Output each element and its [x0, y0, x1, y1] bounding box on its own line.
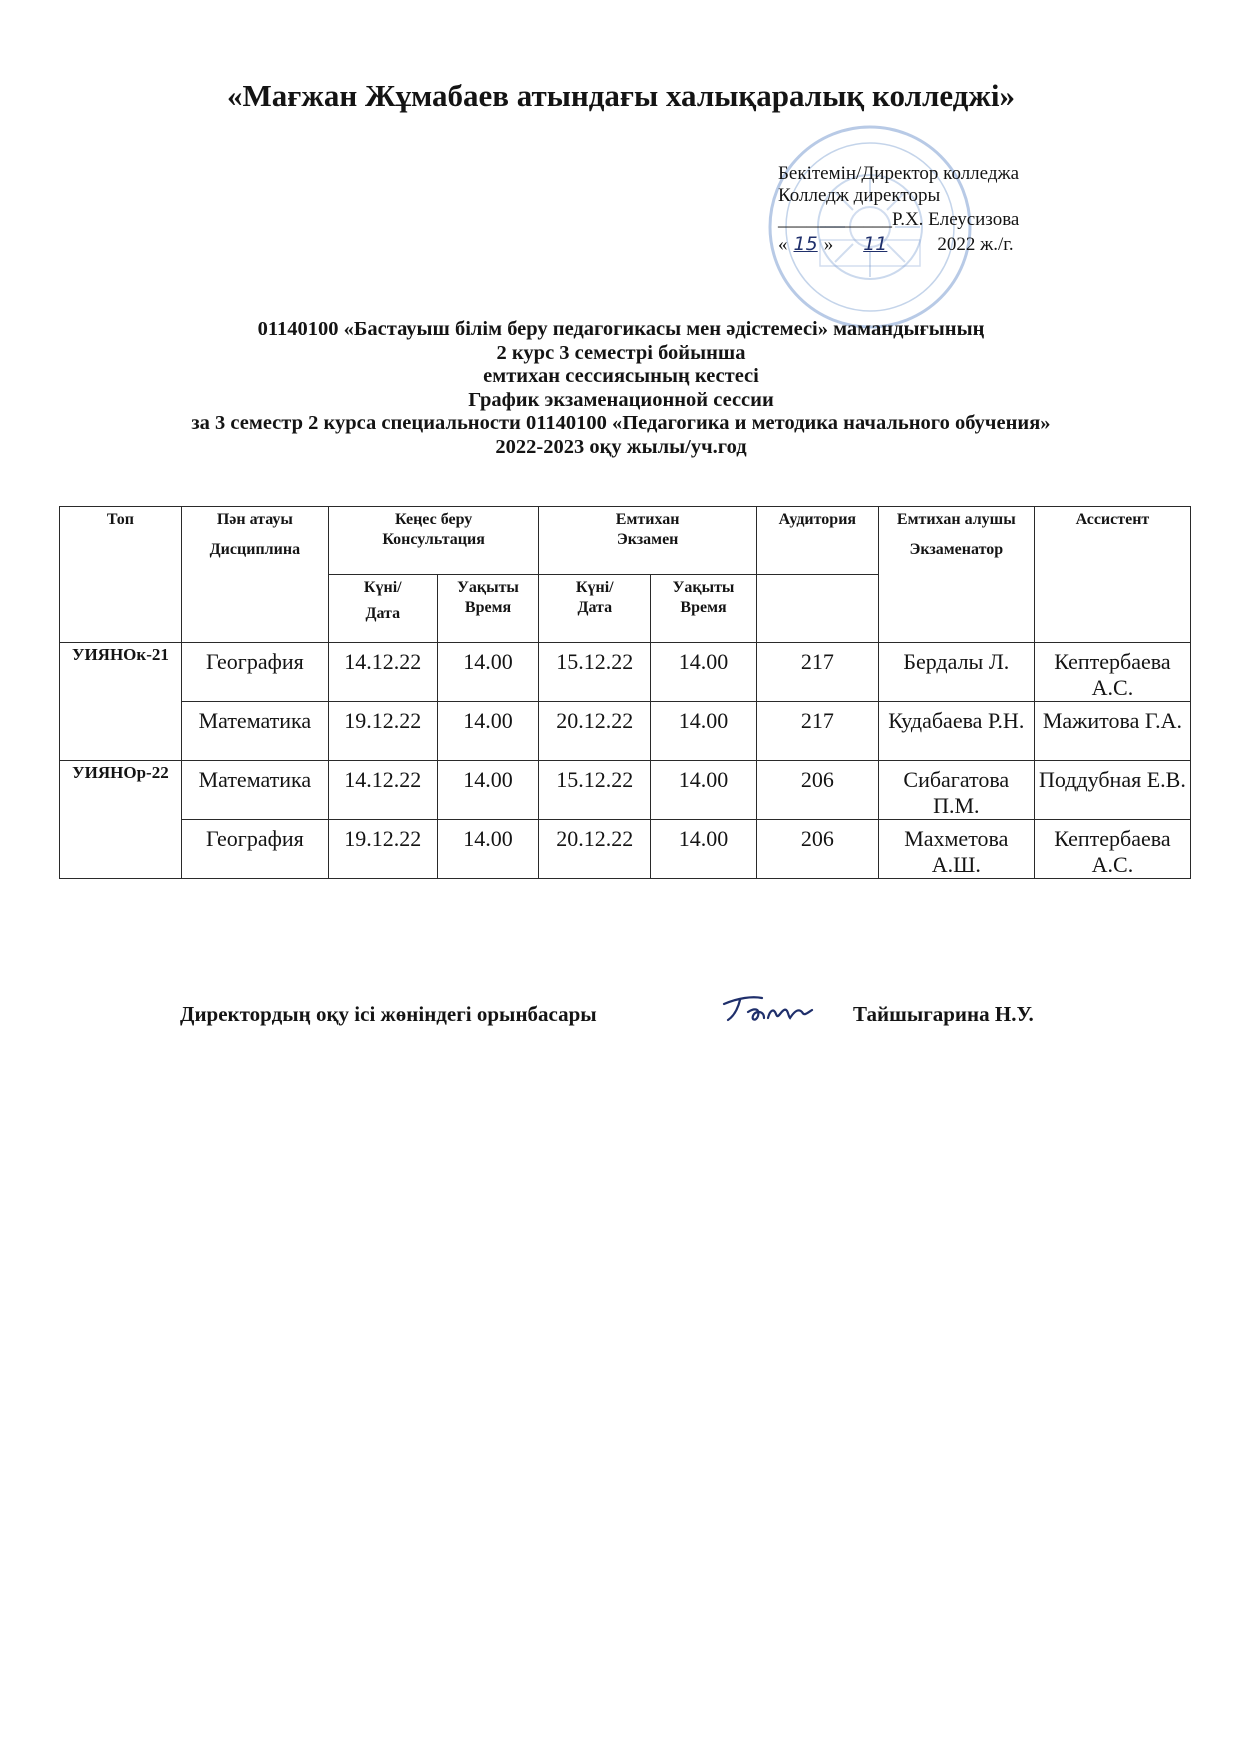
table-row	[60, 761, 1191, 820]
exam-time-cell: 14.00	[651, 702, 757, 761]
discipline-cell: Математика	[181, 702, 328, 761]
table-row	[60, 702, 1191, 761]
header-discipline-kz: Пән атауы	[216, 511, 293, 528]
table-row	[60, 820, 1191, 879]
auditorium-cell: 206	[756, 820, 878, 879]
header-auditorium-blank	[756, 575, 878, 643]
header-exam	[539, 507, 757, 575]
header-cons-time-kz: Уақыты	[457, 579, 519, 596]
heading-line-specialty-ru: за 3 семестр 2 курса специальности 01140100 «Педагогика и методика начального обучения»	[191, 412, 1051, 434]
header-cons-time	[437, 575, 539, 643]
header-exam-date-ru: Дата	[577, 599, 613, 616]
exam-date-cell: 15.12.22	[539, 761, 651, 820]
cons-date-cell: 19.12.22	[328, 702, 437, 761]
header-exam-date-kz: Күні/	[575, 579, 614, 596]
header-discipline-ru: Дисциплина	[209, 541, 301, 558]
cons-date-cell: 14.12.22	[328, 643, 437, 702]
heading-line-course-kz: 2 курс 3 семестрі бойынша	[496, 341, 746, 364]
header-exam-kz: Емтихан	[615, 511, 680, 528]
cons-date-cell: 14.12.22	[328, 761, 437, 820]
approval-line-position: Колледж директоры	[778, 185, 941, 206]
header-gap	[881, 530, 1032, 540]
assistant-cell: Мажитова Г.А.	[1034, 702, 1190, 761]
assistant-cell: Кептербаева А.С.	[1034, 643, 1190, 702]
header-exam-ru: Экзамен	[616, 531, 679, 548]
header-consultation-kz: Кеңес беру	[394, 511, 473, 528]
header-consultation	[328, 507, 538, 575]
approval-line-date	[778, 233, 1014, 256]
assistant-cell: Кептербаева А.С.	[1034, 820, 1190, 879]
approval-date-year: 2022 ж./г.	[937, 234, 1014, 255]
auditorium-cell: 217	[756, 643, 878, 702]
cons-time-cell: 14.00	[437, 702, 539, 761]
header-consultation-ru: Консультация	[382, 531, 485, 548]
auditorium-cell: 206	[756, 761, 878, 820]
header-examiner-ru: Экзаменатор	[909, 541, 1004, 558]
cons-time-cell: 14.00	[437, 643, 539, 702]
exam-time-cell: 14.00	[651, 643, 757, 702]
exam-time-cell: 14.00	[651, 820, 757, 879]
deputy-director-name: Тайшыгарина Н.У.	[853, 1002, 1034, 1026]
heading-line-schedule-kz: емтихан сессиясының кестесі	[483, 365, 759, 387]
approval-line-title: Бекітемін/Директор колледжа	[778, 163, 1020, 184]
header-cons-date-ru: Дата	[365, 605, 401, 622]
header-group: Топ	[60, 507, 182, 643]
approval-date-close-quote: »	[823, 234, 834, 255]
exam-time-cell: 14.00	[651, 761, 757, 820]
schedule-heading	[60, 318, 1182, 459]
cons-time-cell: 14.00	[437, 761, 539, 820]
examiner-cell: Махметова А.Ш.	[878, 820, 1034, 879]
header-exam-time	[651, 575, 757, 643]
heading-line-schedule-ru: График экзаменационной сессии	[468, 388, 774, 411]
discipline-cell: География	[181, 820, 328, 879]
header-gap	[184, 530, 326, 540]
examiner-cell: Сибагатова П.М.	[878, 761, 1034, 820]
college-title: «Мағжан Жұмабаев атындағы халықаралық колледжі»	[227, 78, 1015, 113]
auditorium-cell: 217	[756, 702, 878, 761]
approval-date-day: 15	[793, 233, 818, 255]
table-row	[60, 643, 1191, 702]
header-exam-time-ru: Время	[680, 599, 727, 616]
discipline-cell: География	[181, 643, 328, 702]
header-cons-date	[328, 575, 437, 643]
heading-line-year: 2022-2023 оқу жылы/уч.год	[495, 435, 747, 458]
header-discipline	[181, 507, 328, 643]
approval-date-open-quote: «	[778, 234, 788, 255]
header-cons-time-ru: Время	[464, 599, 512, 616]
group-name: УИЯНОк-21	[60, 643, 182, 761]
exam-date-cell: 20.12.22	[539, 702, 651, 761]
header-exam-date	[539, 575, 651, 643]
signature-icon	[718, 990, 818, 1030]
approval-date-month: 11	[863, 233, 888, 255]
exam-schedule-table	[59, 506, 1191, 879]
header-cons-date-kz: Күні/	[363, 579, 402, 596]
assistant-cell: Поддубная Е.В.	[1034, 761, 1190, 820]
cons-time-cell: 14.00	[437, 820, 539, 879]
examiner-cell: Кудабаева Р.Н.	[878, 702, 1034, 761]
group-name: УИЯНОр-22	[60, 761, 182, 879]
cons-date-cell: 19.12.22	[328, 820, 437, 879]
header-auditorium: Аудитория	[756, 507, 878, 575]
approval-line-director: ____________Р.Х. Елеусизова	[778, 209, 1020, 230]
header-assistant: Ассистент	[1034, 507, 1190, 643]
header-examiner	[878, 507, 1034, 643]
discipline-cell: Математика	[181, 761, 328, 820]
header-exam-time-kz: Уақыты	[672, 579, 735, 596]
header-examiner-kz: Емтихан алушы	[896, 511, 1016, 528]
exam-date-cell: 15.12.22	[539, 643, 651, 702]
deputy-director-position: Директордың оқу ісі жөніндегі орынбасары	[180, 1002, 597, 1026]
examiner-cell: Бердалы Л.	[878, 643, 1034, 702]
heading-line-specialty-kz: 01140100 «Бастауыш білім беру педагогикасы мен әдістемесі» мамандығының	[257, 318, 985, 340]
exam-date-cell: 20.12.22	[539, 820, 651, 879]
